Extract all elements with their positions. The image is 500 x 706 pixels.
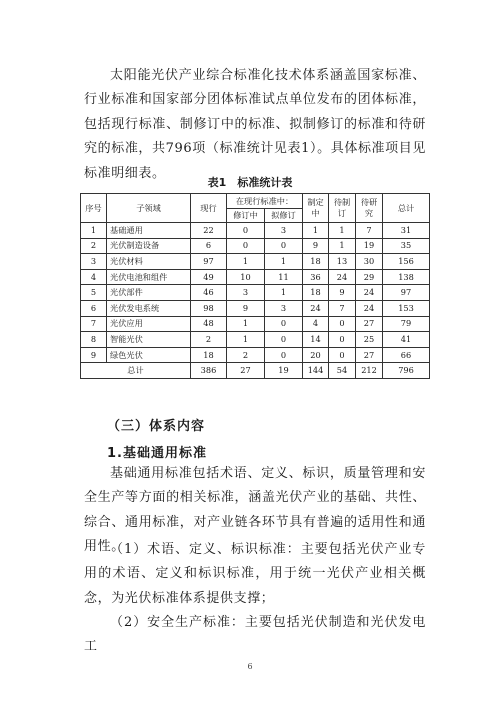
cell-pending: 0 <box>329 347 356 363</box>
page-number: 6 <box>247 662 253 671</box>
cell-total-total: 796 <box>383 363 430 379</box>
cell-drafting: 18 <box>303 285 329 301</box>
cell-research: 7 <box>356 223 383 239</box>
cell-pending: 13 <box>329 254 356 270</box>
cell-total-current: 386 <box>191 363 227 379</box>
cell-pending: 0 <box>329 316 356 332</box>
cell-field: 光伏制造设备 <box>107 238 191 254</box>
table-row <box>81 238 430 254</box>
table-body <box>81 223 430 379</box>
cell-total: 153 <box>383 300 430 316</box>
cell-field: 光伏发电系统 <box>107 300 191 316</box>
cell-field: 基础通用 <box>107 223 191 239</box>
cell-current: 97 <box>191 254 227 270</box>
intro-paragraph: 太阳能光伏产业综合标准化技术体系涵盖国家标准、行业标准和国家部分团体标准试点单位发布的团体标准，包括现行标准、制修订中的标准、拟制修订的标准和待研究的标准，共796项（标准统计见表1）。具体标准项目见标准明细表。 <box>84 68 426 181</box>
cell-field: 绿色光伏 <box>107 347 191 363</box>
cell-pending: 1 <box>329 223 356 239</box>
safety-paragraph: （2）安全生产标准：主要包括光伏制造和光伏发电工 <box>84 615 426 655</box>
cell-total: 66 <box>383 347 430 363</box>
cell-planned-revision: 3 <box>265 300 303 316</box>
cell-planned-revision: 0 <box>265 316 303 332</box>
cell-total-drafting: 144 <box>303 363 329 379</box>
cell-planned-revision: 0 <box>265 347 303 363</box>
header-current: 现行 <box>191 194 227 223</box>
cell-research: 30 <box>356 254 383 270</box>
cell-total-research: 212 <box>356 363 383 379</box>
table-row <box>81 347 430 363</box>
table-row <box>81 223 430 239</box>
header-pending: 待制 订 <box>329 194 356 223</box>
basic-standards-paragraph: 基础通用标准包括术语、定义、标识，质量管理和安全生产等方面的相关标准，涵盖光伏产业的基础、共性、综合、通用标准，对产业链各环节具有普遍的适用性和通用性。 <box>84 466 426 555</box>
cell-in-revision: 3 <box>227 285 265 301</box>
cell-in-revision: 10 <box>227 269 265 285</box>
cell-index: 5 <box>81 285 107 301</box>
cell-planned-revision: 3 <box>265 223 303 239</box>
header-research: 待研 究 <box>356 194 383 223</box>
header-in-current-group: 在现行标准中： <box>227 194 303 209</box>
cell-total: 97 <box>383 285 430 301</box>
cell-current: 46 <box>191 285 227 301</box>
cell-planned-revision: 0 <box>265 332 303 348</box>
cell-drafting: 4 <box>303 316 329 332</box>
cell-in-revision: 1 <box>227 316 265 332</box>
cell-in-revision: 9 <box>227 300 265 316</box>
header-drafting: 制定 中 <box>303 194 329 223</box>
cell-field: 光伏部件 <box>107 285 191 301</box>
cell-total-in-revision: 27 <box>227 363 265 379</box>
cell-total: 35 <box>383 238 430 254</box>
cell-in-revision: 0 <box>227 238 265 254</box>
cell-planned-revision: 1 <box>265 285 303 301</box>
cell-in-revision: 2 <box>227 347 265 363</box>
cell-research: 29 <box>356 269 383 285</box>
cell-research: 24 <box>356 285 383 301</box>
table-row <box>81 316 430 332</box>
cell-drafting: 18 <box>303 254 329 270</box>
cell-drafting: 36 <box>303 269 329 285</box>
cell-research: 25 <box>356 332 383 348</box>
cell-total: 138 <box>383 269 430 285</box>
cell-current: 49 <box>191 269 227 285</box>
cell-research: 19 <box>356 238 383 254</box>
header-planned-revision: 拟修订 <box>265 209 303 223</box>
cell-pending: 1 <box>329 238 356 254</box>
header-in-revision: 修订中 <box>227 209 265 223</box>
cell-field: 光伏电池和组件 <box>107 269 191 285</box>
table-row <box>81 254 430 270</box>
cell-total: 41 <box>383 332 430 348</box>
cell-drafting: 9 <box>303 238 329 254</box>
cell-field: 光伏应用 <box>107 316 191 332</box>
cell-index: 7 <box>81 316 107 332</box>
cell-total: 156 <box>383 254 430 270</box>
cell-research: 27 <box>356 347 383 363</box>
table-row <box>81 300 430 316</box>
cell-pending: 0 <box>329 332 356 348</box>
cell-drafting: 24 <box>303 300 329 316</box>
table-total-row <box>81 363 430 379</box>
cell-total-planned-revision: 19 <box>265 363 303 379</box>
cell-index: 9 <box>81 347 107 363</box>
cell-in-revision: 0 <box>227 223 265 239</box>
cell-field: 智能光伏 <box>107 332 191 348</box>
cell-current: 98 <box>191 300 227 316</box>
standards-statistics-table <box>80 193 430 379</box>
cell-total-pending: 54 <box>329 363 356 379</box>
cell-drafting: 20 <box>303 347 329 363</box>
table-row <box>81 332 430 348</box>
cell-total: 79 <box>383 316 430 332</box>
cell-index: 2 <box>81 238 107 254</box>
cell-index: 8 <box>81 332 107 348</box>
cell-pending: 24 <box>329 269 356 285</box>
cell-current: 18 <box>191 347 227 363</box>
cell-total-label: 总计 <box>81 363 191 379</box>
cell-in-revision: 1 <box>227 254 265 270</box>
cell-planned-revision: 11 <box>265 269 303 285</box>
section-heading: （三）体系内容 <box>107 419 206 434</box>
cell-field: 光伏材料 <box>107 254 191 270</box>
header-index: 序号 <box>81 194 107 223</box>
cell-research: 24 <box>356 300 383 316</box>
cell-index: 6 <box>81 300 107 316</box>
cell-current: 48 <box>191 316 227 332</box>
table-row <box>81 269 430 285</box>
cell-planned-revision: 0 <box>265 238 303 254</box>
table-row <box>81 285 430 301</box>
header-field: 子领域 <box>107 194 191 223</box>
table-header-row <box>81 194 430 209</box>
terminology-paragraph: （1）术语、定义、标识标准：主要包括光伏产业专用的术语、定义和标识标准，用于统一光伏产业相关概念，为光伏标准体系提供支撑； <box>84 542 426 606</box>
cell-research: 27 <box>356 316 383 332</box>
cell-index: 3 <box>81 254 107 270</box>
cell-current: 6 <box>191 238 227 254</box>
cell-index: 4 <box>81 269 107 285</box>
cell-drafting: 1 <box>303 223 329 239</box>
cell-pending: 7 <box>329 300 356 316</box>
cell-current: 2 <box>191 332 227 348</box>
cell-current: 22 <box>191 223 227 239</box>
cell-total: 31 <box>383 223 430 239</box>
cell-index: 1 <box>81 223 107 239</box>
table-title: 表1 标准统计表 <box>207 176 293 189</box>
cell-in-revision: 1 <box>227 332 265 348</box>
subsection-heading: 1.基础通用标准 <box>107 446 207 461</box>
cell-planned-revision: 1 <box>265 254 303 270</box>
cell-drafting: 14 <box>303 332 329 348</box>
cell-pending: 9 <box>329 285 356 301</box>
header-total: 总计 <box>383 194 430 223</box>
